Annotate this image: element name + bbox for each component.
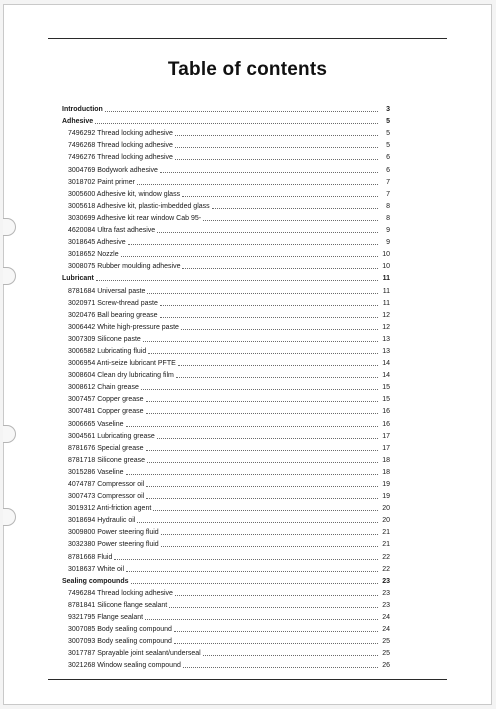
toc-entry	[62, 537, 390, 549]
toc-leader-dots	[137, 516, 378, 523]
toc-entry-label: 7496284 Thread locking adhesive	[68, 589, 173, 597]
toc-leader-dots	[128, 238, 378, 245]
toc-entry	[62, 283, 390, 295]
toc-entry-label: 3007093 Body sealing compound	[68, 638, 172, 646]
toc-entry-page: 23	[382, 601, 390, 609]
toc-entry	[62, 404, 390, 416]
toc-entry	[62, 175, 390, 187]
toc-entry	[62, 610, 390, 622]
toc-entry-label: 3008612 Chain grease	[68, 384, 139, 392]
toc-entry-page: 14	[382, 360, 390, 368]
toc-entry-label: 3006954 Anti-seize lubricant PFTE	[68, 360, 176, 368]
toc-entry-label: 7496268 Thread locking adhesive	[68, 142, 173, 150]
toc-leader-dots	[160, 166, 378, 173]
toc-entry-label: 3017787 Sprayable joint sealant/underseal	[68, 650, 201, 658]
toc-entry	[62, 586, 390, 598]
toc-leader-dots	[146, 395, 378, 402]
toc-entry-page: 5	[386, 118, 390, 126]
toc-entry	[62, 453, 390, 465]
toc-leader-dots	[95, 117, 378, 124]
toc-entry-page: 18	[382, 456, 390, 464]
toc-leader-dots	[183, 661, 378, 668]
toc-entry	[62, 562, 390, 574]
toc-entry-page: 8	[386, 202, 390, 210]
toc-leader-dots	[176, 371, 378, 378]
toc-entry-page: 6	[386, 154, 390, 162]
toc-leader-dots	[182, 262, 378, 269]
toc-entry-label: 3007085 Body sealing compound	[68, 626, 172, 634]
page-title: Table of contents	[167, 59, 328, 80]
toc-leader-dots	[175, 589, 378, 596]
toc-entry	[62, 150, 390, 162]
toc-entry-page: 7	[386, 178, 390, 186]
toc-entry-label: 3032380 Power steering fluid	[68, 541, 159, 549]
toc-leader-dots	[175, 129, 378, 136]
toc-entry-page: 3	[386, 106, 390, 114]
toc-entry-label: 8781668 Fluid	[68, 553, 113, 561]
toc-entry-page: 20	[382, 505, 390, 513]
toc-entry-label: 9321795 Flange sealant	[68, 614, 144, 622]
toc-section-entry	[62, 114, 390, 126]
toc-entry-page: 13	[382, 335, 390, 343]
toc-leader-dots	[175, 141, 378, 148]
toc-entry-label: Adhesive	[62, 118, 94, 126]
toc-entry	[62, 392, 390, 404]
toc-entry-label: 3015286 Vaseline	[68, 468, 124, 476]
toc-leader-dots	[178, 359, 378, 366]
toc-entry	[62, 441, 390, 453]
toc-entry-label: 3018645 Adhesive	[68, 239, 126, 247]
toc-entry	[62, 235, 390, 247]
toc-leader-dots	[137, 178, 378, 185]
toc-entry-page: 14	[382, 372, 390, 380]
toc-entry	[62, 223, 390, 235]
toc-entry-label: 3006665 Vaseline	[68, 420, 124, 428]
toc-leader-dots	[114, 553, 378, 560]
toc-entry	[62, 199, 390, 211]
toc-entry	[62, 187, 390, 199]
toc-entry	[62, 332, 390, 344]
header-rule	[48, 38, 447, 39]
toc-leader-dots	[145, 613, 378, 620]
toc-entry	[62, 162, 390, 174]
toc-entry	[62, 138, 390, 150]
toc-entry	[62, 429, 390, 441]
toc-entry-page: 22	[382, 565, 390, 573]
toc-entry-page: 18	[382, 468, 390, 476]
toc-entry-label: 3006582 Lubricating fluid	[68, 347, 147, 355]
toc-leader-dots	[174, 625, 378, 632]
toc-leader-dots	[131, 577, 378, 584]
punch-hole	[3, 508, 16, 526]
toc-entry-page: 25	[382, 638, 390, 646]
toc-entry-page: 20	[382, 517, 390, 525]
toc-entry-page: 22	[382, 553, 390, 561]
toc-entry-label: 3004769 Bodywork adhesive	[68, 166, 158, 174]
toc-entry-page: 19	[382, 481, 390, 488]
toc-entry-page: 11	[382, 287, 390, 295]
toc-entry-page: 25	[382, 650, 390, 658]
toc-entry-page: 21	[382, 529, 390, 537]
toc-entry-label: Lubricant	[62, 275, 94, 283]
toc-entry	[62, 598, 390, 610]
toc-leader-dots	[105, 105, 378, 112]
toc-leader-dots	[126, 468, 378, 475]
toc-entry-page: 15	[382, 384, 390, 392]
toc-entry	[62, 489, 390, 501]
document-page	[3, 4, 492, 705]
toc-entry-page: 24	[382, 626, 390, 634]
toc-entry-label: 8781718 Silicone grease	[68, 456, 146, 464]
toc-entry	[62, 501, 390, 513]
toc-leader-dots	[203, 649, 378, 656]
toc-entry	[62, 368, 390, 380]
toc-entry-label: 4074787 Compressor oil	[68, 481, 145, 488]
toc-entry-page: 10	[382, 251, 390, 259]
punch-hole	[3, 425, 16, 443]
punch-hole	[3, 218, 16, 236]
toc-entry-page: 9	[386, 239, 390, 247]
toc-entry-page: 12	[382, 311, 390, 319]
toc-entry	[62, 646, 390, 658]
toc-entry-page: 11	[382, 275, 390, 283]
toc-entry	[62, 513, 390, 525]
toc-leader-dots	[147, 456, 378, 463]
toc-leader-dots	[161, 540, 378, 547]
toc-entry-label: 3008604 Clean dry lubricating film	[68, 372, 174, 380]
toc-section-entry	[62, 102, 390, 114]
toc-leader-dots	[160, 311, 378, 318]
toc-entry	[62, 380, 390, 392]
toc-entry-page: 10	[382, 263, 390, 271]
toc-leader-dots	[153, 504, 378, 511]
toc-leader-dots	[157, 432, 378, 439]
toc-entry-page: 5	[386, 142, 390, 150]
toc-entry-page: 12	[382, 323, 390, 331]
toc-entry-label: 3007309 Silicone paste	[68, 335, 141, 343]
toc-entry-label: 3009800 Power steering fluid	[68, 529, 159, 537]
toc-entry-label: 8781841 Silicone flange sealant	[68, 601, 168, 609]
toc-leader-dots	[175, 153, 378, 160]
toc-entry-page: 8	[386, 214, 390, 222]
toc-entry-page: 17	[382, 444, 390, 452]
toc-entry	[62, 211, 390, 223]
toc-leader-dots	[212, 202, 378, 209]
toc-entry-label: 3020476 Ball bearing grease	[68, 311, 158, 319]
toc-leader-dots	[160, 299, 378, 306]
toc-entry-label: 3018652 Nozzle	[68, 251, 119, 259]
toc-entry	[62, 549, 390, 561]
toc-entry	[62, 416, 390, 428]
toc-entry	[62, 477, 390, 489]
toc-entry	[62, 356, 390, 368]
toc-entry	[62, 658, 390, 670]
toc-entry	[62, 259, 390, 271]
punch-hole	[3, 267, 16, 285]
toc-entry-label: 3007481 Copper grease	[68, 408, 144, 416]
toc-section-entry	[62, 574, 390, 586]
toc-entry-label: 3006442 White high-pressure paste	[68, 323, 179, 331]
toc-entry-label: 3007457 Copper grease	[68, 396, 144, 404]
toc-leader-dots	[181, 323, 378, 330]
toc-entry	[62, 344, 390, 356]
toc-entry-label: 3030699 Adhesive kit rear window Cab 95-	[68, 214, 202, 222]
toc-entry-label: 7496276 Thread locking adhesive	[68, 154, 173, 162]
toc-entry-label: 7496292 Thread locking adhesive	[68, 130, 173, 138]
toc-entry	[62, 634, 390, 646]
toc-entry-label: Introduction	[62, 106, 103, 114]
toc-entry-label: 3007473 Compressor oil	[68, 493, 145, 501]
toc-list	[62, 102, 390, 670]
toc-leader-dots	[157, 226, 378, 233]
toc-entry	[62, 308, 390, 320]
toc-entry-label: Sealing compounds	[62, 577, 129, 585]
toc-entry	[62, 320, 390, 332]
toc-entry-label: 3018637 White oil	[68, 565, 125, 573]
toc-entry-page: 23	[382, 589, 390, 597]
toc-entry-label: 4620084 Ultra fast adhesive	[68, 227, 156, 235]
toc-entry-label: 3008075 Rubber moulding adhesive	[68, 263, 181, 271]
toc-entry-page: 9	[386, 227, 390, 235]
toc-entry-label: 8781684 Universal paste	[68, 287, 146, 295]
toc-leader-dots	[146, 444, 378, 451]
toc-entry-label: 3005618 Adhesive kit, plastic-imbedded glass	[68, 202, 210, 210]
toc-entry-page: 7	[386, 190, 390, 198]
toc-leader-dots	[126, 420, 378, 427]
toc-entry	[62, 622, 390, 634]
toc-leader-dots	[141, 383, 378, 390]
toc-entry-label: 3004561 Lubricating grease	[68, 432, 155, 440]
footer-rule	[48, 679, 447, 680]
toc-leader-dots	[146, 492, 378, 499]
toc-entry-page: 19	[382, 493, 390, 501]
toc-leader-dots	[161, 528, 378, 535]
toc-leader-dots	[146, 480, 378, 487]
toc-entry	[62, 126, 390, 138]
toc-leader-dots	[182, 190, 378, 197]
toc-leader-dots	[148, 347, 378, 354]
toc-entry-page: 6	[386, 166, 390, 174]
toc-entry-label: 8781676 Special grease	[68, 444, 144, 452]
toc-leader-dots	[174, 637, 378, 644]
toc-entry-page: 13	[382, 347, 390, 355]
toc-entry-label: 3020971 Screw-thread paste	[68, 299, 158, 307]
toc-section-entry	[62, 271, 390, 283]
toc-leader-dots	[143, 335, 378, 342]
toc-leader-dots	[126, 565, 378, 572]
toc-entry-label: 3018694 Hydraulic oil	[68, 517, 136, 525]
toc-leader-dots	[146, 407, 378, 414]
toc-entry-page: 15	[382, 396, 390, 404]
toc-entry-page: 16	[382, 408, 390, 416]
toc-entry	[62, 296, 390, 308]
toc-entry	[62, 525, 390, 537]
toc-leader-dots	[203, 214, 378, 221]
toc-leader-dots	[96, 274, 378, 281]
toc-entry	[62, 247, 390, 259]
toc-entry-label: 3018702 Paint primer	[68, 178, 135, 186]
toc-entry-page: 23	[382, 577, 390, 585]
toc-entry-page: 11	[382, 299, 390, 307]
toc-entry	[62, 465, 390, 477]
toc-leader-dots	[147, 287, 378, 294]
toc-entry-page: 26	[382, 662, 390, 670]
toc-leader-dots	[121, 250, 378, 257]
toc-entry-page: 21	[382, 541, 390, 549]
toc-leader-dots	[169, 601, 378, 608]
toc-entry-label: 3019312 Anti-friction agent	[68, 505, 152, 513]
toc-entry-page: 24	[382, 614, 390, 622]
toc-entry-page: 17	[382, 432, 390, 440]
toc-entry-label: 3005600 Adhesive kit, window glass	[68, 190, 181, 198]
toc-entry-page: 5	[386, 130, 390, 138]
toc-entry-page: 16	[382, 420, 390, 428]
toc-entry-label: 3021268 Window sealing compound	[68, 662, 181, 670]
